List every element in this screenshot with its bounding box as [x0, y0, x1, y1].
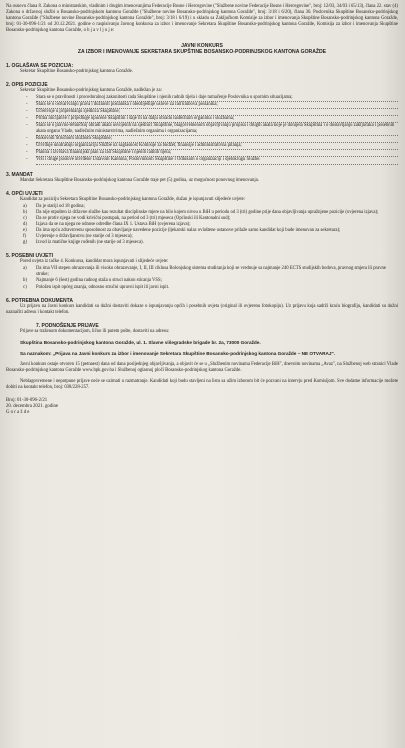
section-1-heading: 1. OGLAŠAVA SE POZICIJA: [6, 62, 74, 69]
duty-item: - Vrši i druge poslove utvrđene Ustavom Kantona, Poslovnikom Skupštine i Odlukom o organizaciji i djelokrugu Službe. [36, 157, 398, 164]
duty-item: - Planira i izvršava finansijski plan za rad Skupštine i njenih radnih tijela; [36, 150, 398, 157]
condition-item: f) Uvjerenje o državljanstvu (ne starije od 3 mjeseca); [23, 234, 133, 240]
section-1-text: Sekretar Skupštine Bosansko-podrinjskog kantona Goražde. [20, 68, 133, 74]
condition-item: b) Da nije otpušten iz državne službe kao rezultat disciplinske mjere na bilo kojem nivou u BiH u periodu od 3 (tri) godine prije dana objavljivanja upražnjene pozicije (ovjerena izjava); [23, 209, 379, 215]
duty-item: - Stara se o pravilnosti i proceduralnoj zakonitosti rada Skupštine i njenih radnih tijela i daje tumačenje Poslovnika u spornim situacijama; [36, 95, 398, 102]
special-conditions-list [6, 266, 398, 290]
section-2-text: Sekretar Skupštine Bosansko-podrinjskog kantona Goražde, nadležan je za: [20, 87, 162, 93]
duty-item: - Učestvuje u pripremanju sjednica Skupštine; [36, 109, 398, 116]
duty-item: - Stara se o pravno-tehničkoj obradi akata usvojenih na sjednici Skupštine, blagovremenom objavljivanju propisa i drugih akata koje je donijela Skupština i o dostavljanju zaključaka i posebnih akata organu Vlade, nadležnim ministarstvima, nadležnim organima i organizacijama; [36, 123, 398, 136]
duties-list [6, 95, 398, 165]
section-2-heading: 2. OPIS POZICIJE [6, 81, 48, 88]
section-3-heading: 3. MANDAT [6, 171, 33, 178]
condition-item: e) Da ima opću zdravstvenu sposobnost za obavljanje navedene pozicije (ljekarski nalaz ovlaštene ustanove prilaže samo kandidat koji bude imenovan za sekretara); [23, 227, 341, 233]
condition-item: c) Da se protiv njega ne vodi krivični postupak, na period od 3 (tri) mjeseca (Općinski ili Kantonalni sud); [23, 215, 231, 221]
submission-address: Skupština Bosansko-podrinjskog kantona Goražde, ul. 1. Slavne višegradske brigade br. 2a, 73000 Goražde. [20, 339, 261, 345]
duty-item: - Stara se o ostvarivanju prava i dužnosti poslanika i obezbjeđuje uslove za rad klubova poslanika; [36, 102, 398, 109]
section-3-text: Mandat Sekretara Skupštine Bosansko-podrinjskog kantona Goražde traje pet (5) godina, uz mogućnost ponovnog imenovanja. [20, 177, 259, 183]
section-6-text: Uz prijavu na Javni konkurs kandidati su dužni dostaviti dokaze o ispunjavanju općih i posebnih uvjeta (original ili ovjerenu fotokopiju). Uz prijavu koja sadrži kraću biografiju, kandidati su dužni naznačiti adresu i kontakt telefon. [6, 303, 398, 315]
condition-item: c) Položen ispit općeg znanja, odnosno stručni upravni ispit ili javni ispit. [23, 284, 170, 290]
condition-item: b) Najmanje 6 (šest) godina radnog staža u struci nakon sticanja VSS; [23, 278, 162, 284]
document-footer [6, 398, 398, 417]
publication-paragraph: Javni konkurs ostaje otvoren 15 (petnaest) dana od dana posljednjeg objavljivanja, a objavit će se u „Službenim novinama Federacije BiH", dnevnim novinama „Avaz", na Službenoj web stranici Vlade Bosansko-podrinjskog kantona Goražde www.bpk.gov.ba i Službenoj oglasnoj ploči Bosansko-podrinjskog kantona Goražde. [6, 361, 398, 373]
condition-item: a) Da je stariji od 18 godina; [23, 203, 85, 209]
section-5-text: Pored uvjeta iz tačke 4. Konkursa, kandidat mora ispunjavati i slijedeće uvjete: [20, 259, 169, 265]
duty-item: - Prima inicijative i prijedloge upućene Skupštini i daje ih na dalju obradu nadležnim organima i službama; [36, 116, 398, 123]
duty-item: - Utvrđuje unutrašnju organizaciju Službe uz saglasnost Komisije za budžet, finansije i administrativna pitanja; [36, 143, 398, 150]
section-7-heading: 7. PODNOŠENJE PRIJAVE [36, 322, 99, 329]
intro-paragraph: Na osnovu člana 8. Zakona o ministarskim, vladinim i drugim imenovanjima Federacije Bosne i Hercegovine ("Službene novine Federacije Bosne i Hercegovine", broj: 12/03, 34/03 i 65/13), člana 22. stav (4) Zakona o državnoj službi u Bosansko-podrinjskom kantonu Goražde ("Službene novine Bosansko-podrinjskog kantona Goražde", broj: 3/18 i 6/20), člana 36. Poslovnika Skupštine Bosansko-podrinjskog kantona Goražde ("Službene novine Bosansko-podrinjskog kantona Goražde", broj: 3/18 i 6/19) i u skladu sa Zaključkom Komisije za izbor i imenovanja Skupštine Bosansko-podrinjskog kantona Goražde, broj: 01-30-096-1/21 od 20.12.2021. godine o raspisivanju Javnog konkursa za izbor i imenovanje Sekretara Skupštine Bosansko-podrinjskog kantona Goražde, Komisija za izbor i imenovanja Skupštine Bosansko-podrinjskog kantona Goražde, o b j a v l j u j e: [6, 4, 398, 34]
section-6-heading: 6. POTREBNA DOKUMENTA [6, 297, 73, 304]
duty-item: - Rukovodi Stručnom službom Skupštine; [36, 136, 398, 143]
general-conditions-list [6, 204, 398, 247]
title-line-2: ZA IZBOR I IMENOVANJE SEKRETARA SKUPŠTINE BOSANSKO-PODRINJSKOG KANTONA GORAŽDE [77, 49, 327, 56]
section-7-text: Prijave sa traženom dokumentacijom, lično ili putem pošte, dostaviti na adresu: [20, 328, 170, 334]
document-city: G o r a ž d e [6, 410, 30, 416]
condition-item: a) Da ima VII stepen obrazovanja ili visoko obrazovanje, I, II, III ciklusa Bolonjskog sistema studiranja koji se vrednuje sa najmanje 240 ECTS studijskih bodova, pravnog smjera ili pravne struke; [23, 266, 386, 278]
reference-number: Broj: 01-30-096-2/21 [6, 397, 48, 403]
condition-item: g) Izvod iz matične knjige rođenih (ne starije od 3 mjeseca). [23, 240, 144, 246]
document-date: 20. decembra 2021. godine [6, 403, 59, 409]
envelope-marking: Sa naznakom: „Prijava na Javni konkurs za izbor i imenovanje Sekretara Skupštine Bosansko-podrinjskog kantona Goražde – NE OTVARAJ". [20, 350, 335, 356]
document-body [6, 4, 398, 417]
closing-paragraph: Neblagovremene i nepotpune prijave neće se uzimati u razmatranje. Kandidati koji budu stavljeni na listu sa užim izborom bit će pozvani na intervju pred Komisijom. Sve dodatne informacije možete dobiti na kontakt telefon, broj: 038/228-257. [6, 378, 398, 390]
section-4-text: Kandidat za poziciju Sekretara Skupštine Bosansko-podrinjskog kantona Goražde, dužan je ispunjavati slijedeće uvjete: [20, 196, 246, 202]
condition-item: d) Izjava da se na njega ne odnose odredbe člana IX 1. Ustava BiH (ovjerena izjava); [23, 221, 191, 227]
section-5-heading: 5. POSEBNI UVJETI [6, 253, 53, 260]
title-line-1: JAVNI KONKURS [181, 43, 223, 50]
section-4-heading: 4. OPĆI UVJETI [6, 190, 43, 197]
document-title [6, 43, 398, 55]
